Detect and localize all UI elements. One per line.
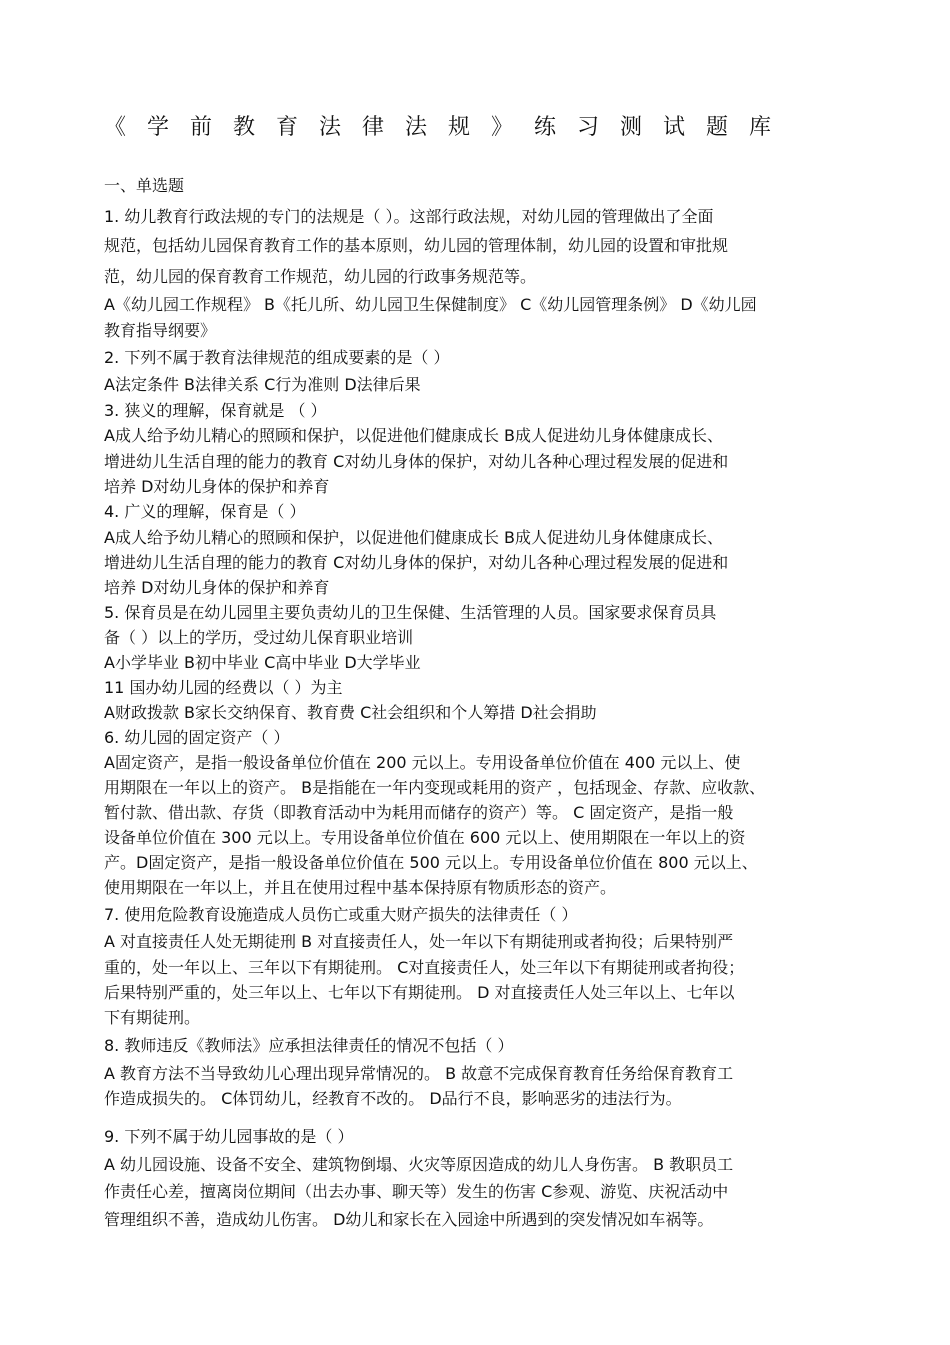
text-line: 备（ ）以上的学历，受过幼儿保育职业培训 [104,628,414,647]
text-line: 产。D固定资产，是指一般设备单位价值在 500 元以上。专用设备单位价值在 800 元以上、 [104,853,758,872]
text-line: 培养 D对幼儿身体的保护和养育 [104,477,330,496]
text-line: 范，幼儿园的保育教育工作规范，幼儿园的行政事务规范等。 [104,267,537,286]
text-line: 6. 幼儿园的固定资产（ ） [104,728,290,747]
text-line: 1. 幼儿教育行政法规的专门的法规是（ ）。这部行政法规，对幼儿园的管理做出了全面 [104,207,714,226]
text-line: 暂付款、借出款、存货（即教育活动中为耗用而储存的资产）等。 C 固定资产，是指一般 [104,803,734,822]
text-line: 规范，包括幼儿园保育教育工作的基本原则，幼儿园的管理体制，幼儿园的设置和审批规 [104,236,729,255]
text-line: 下有期徒刑。 [104,1008,201,1027]
text-line: 2. 下列不属于教育法律规范的组成要素的是（ ） [104,348,450,367]
text-line: 使用期限在一年以上，并且在使用过程中基本保持原有物质形态的资产。 [104,878,617,897]
text-line: 11 国办幼儿园的经费以（ ）为主 [104,678,343,697]
text-line: A 教育方法不当导致幼儿心理出现异常情况的。 B 故意不完成保育教育任务给保育教育工 [104,1064,734,1083]
text-line: A法定条件 B法律关系 C行为准则 D法律后果 [104,375,421,394]
text-line: A《幼儿园工作规程》 B《托儿所、幼儿园卫生保健制度》 C《幼儿园管理条例》 D《幼儿园 [104,295,757,314]
text-line: 7. 使用危险教育设施造成人员伤亡或重大财产损失的法律责任（ ） [104,905,578,924]
text-line: 用期限在一年以上的资产。 B是指能在一年内变现或耗用的资产 ，包括现金、存款、应收款、 [104,778,766,797]
text-line: 增进幼儿生活自理的能力的教育 C对幼儿身体的保护，对幼儿各种心理过程发展的促进和 [104,452,729,471]
text-line: A成人给予幼儿精心的照顾和保护，以促进他们健康成长 B成人促进幼儿身体健康成长、 [104,426,724,445]
text-line: 作造成损失的。 C体罚幼儿，经教育不改的。 D品行不良，影响恶劣的违法行为。 [104,1089,682,1108]
text-line: 管理组织不善，造成幼儿伤害。 D幼儿和家长在入园途中所遇到的突发情况如车祸等。 [104,1210,714,1229]
text-line: A 对直接责任人处无期徒刑 B 对直接责任人，处一年以下有期徒刑或者拘役；后果特别严 [104,932,734,951]
text-line: A小学毕业 B初中毕业 C高中毕业 D大学毕业 [104,653,421,672]
text-line: A 幼儿园设施、设备不安全、建筑物倒塌、火灾等原因造成的幼儿人身伤害。 B 教职员工 [104,1155,734,1174]
text-line: 5. 保育员是在幼儿园里主要负责幼儿的卫生保健、生活管理的人员。国家要求保育员具 [104,603,717,622]
text-line: 教育指导纲要》 [104,321,217,340]
document-title: 《学前教育法律法规》练习测试题库 [104,115,793,140]
text-line: 设备单位价值在 300 元以上。专用设备单位价值在 600 元以上、使用期限在一年以上的资 [104,828,746,847]
text-line: 增进幼儿生活自理的能力的教育 C对幼儿身体的保护，对幼儿各种心理过程发展的促进和 [104,553,729,572]
text-line: A固定资产，是指一般设备单位价值在 200 元以上。专用设备单位价值在 400 元以上、使 [104,753,741,772]
text-line: 后果特别严重的，处三年以上、七年以下有期徒刑。 D 对直接责任人处三年以上、七年以 [104,983,735,1002]
text-line: 8. 教师违反《教师法》应承担法律责任的情况不包括（ ） [104,1036,514,1055]
text-line: 3. 狭义的理解，保育就是 （ ） [104,401,327,420]
text-line: 作责任心差，擅离岗位期间（出去办事、聊天等）发生的伤害 C参观、游览、庆祝活动中 [104,1182,729,1201]
text-line: 9. 下列不属于幼儿园事故的是（ ） [104,1127,354,1146]
text-line: 4. 广义的理解，保育是（ ） [104,502,306,521]
section-heading: 一、单选题 [104,176,185,195]
text-line: 培养 D对幼儿身体的保护和养育 [104,578,330,597]
text-line: A成人给予幼儿精心的照顾和保护，以促进他们健康成长 B成人促进幼儿身体健康成长、 [104,528,724,547]
text-line: A财政拨款 B家长交纳保育、教育费 C社会组织和个人筹措 D社会捐助 [104,703,597,722]
text-line: 重的，处一年以上、三年以下有期徒刑。 C对直接责任人，处三年以下有期徒刑或者拘役； [104,958,745,977]
